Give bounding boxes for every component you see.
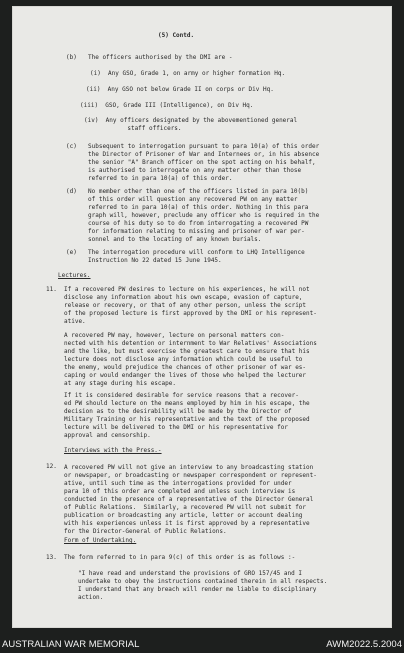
undertaking-quote: "I have read and understand the provisions of GRO 157/45 and I undertake to obey the instructions contained therein in all respects. I understand that any breach will render me liable to disciplinary action. xyxy=(78,570,328,601)
para-12: A recovered PW will not give an interview to any broadcasting station or newspaper, or broadcasting or newspaper correspondent or represent- ative, until such time as the interrogations provided for under para 10 of this order are completed and unless such interview is conducted in the presence of a representative of the Director General of Public Relations. Similarly, a recovered PW will not submit for publication or broadcasting any article, letter or account dealing with his experiences unless it is first approved by a representative for the Director-General of Public Relations. xyxy=(64,464,317,535)
heading-lectures: Lectures. xyxy=(58,272,91,279)
heading-undertaking: Form of Undertaking. xyxy=(64,537,137,544)
para-d: No member other than one of the officers listed in para 10(b) of this order will question any recovered PW on any matter referred to in para 10(a) of this order. Nothing in this para graph will, however, preclude any officer who is required in the course of his duty so to do from interrogating a recovered PW for information relating to missing and prisoner of war per- sonnel and to the locating of any known burials. xyxy=(88,188,320,243)
footer-institution: AUSTRALIAN WAR MEMORIAL xyxy=(2,639,140,650)
document-body xyxy=(12,6,392,628)
list-item: (i) Any GSO, Grade 1, on army or higher formation Hq. xyxy=(90,70,286,77)
para-b-intro: The officers authorised by the DMI are - xyxy=(88,54,233,61)
para-label-b: (b) xyxy=(66,54,77,61)
para-number-11: 11. xyxy=(46,286,57,293)
list-item: (ii) Any GSO not below Grade II on corps or Div Hq. xyxy=(86,86,274,93)
para-label-e: (e) xyxy=(66,249,77,256)
para-11-c: If it is considered desirable for service reasons that a recover- ed PW should lecture on the means employed by him in his escape, the decision as to the desirability will be made by the Director of Military Training or his representative and the text of the proposed lecture will be delivered to the DMI or his representative for approval and censorship. xyxy=(64,392,310,439)
para-label-c: (c) xyxy=(66,143,77,150)
document-page xyxy=(12,6,392,628)
footer-reference: AWM2022.5.2004 xyxy=(326,639,402,650)
para-c: Subsequent to interrogation pursuant to para 10(a) of this order the Director of Prisoner of War and Internees or, in his absence the senior "A" Branch officer on the spot acting on his behalf, is authorised to interrogate on any matter other than those referred to in para 10(a) of this order. xyxy=(88,143,320,182)
archive-footer xyxy=(0,637,404,653)
list-item: (iii) GSO, Grade III (Intelligence), on Div Hq. xyxy=(80,102,254,109)
para-11-a: If a recovered PW desires to lecture on his experiences, he will not disclose any information about his own escape, evasion of capture, release or recovery, or that of any other person, unless the script of the proposed lecture is first approved by the DMI or his represent- ative. xyxy=(64,286,317,325)
para-number-12: 12. xyxy=(46,463,57,470)
page-title: (5) Contd. xyxy=(158,32,195,39)
para-11-b: A recovered PW may, however, lecture on personal matters con- nected with his detention or internment to War Relatives' Associations and the like, but must exercise the greatest care to ensure that his lecture does not disclose any information which could be useful to the enemy, would prejudice the chances of other prisoner of war es- caping or would endanger the lives of those who helped the lecturer at any stage during his escape. xyxy=(64,332,317,387)
list-item: (iv) Any officers designated by the abovementioned general staff officers. xyxy=(84,117,298,132)
heading-press: Interviews with the Press.- xyxy=(64,447,162,454)
para-e: The interrogation procedure will conform to LHQ Intelligence Instruction No 22 dated 15 June 1945. xyxy=(88,249,305,264)
para-label-d: (d) xyxy=(66,188,77,195)
para-number-13: 13. xyxy=(46,554,57,561)
para-13: The form referred to in para 9(c) of this order is as follows :- xyxy=(64,554,296,561)
